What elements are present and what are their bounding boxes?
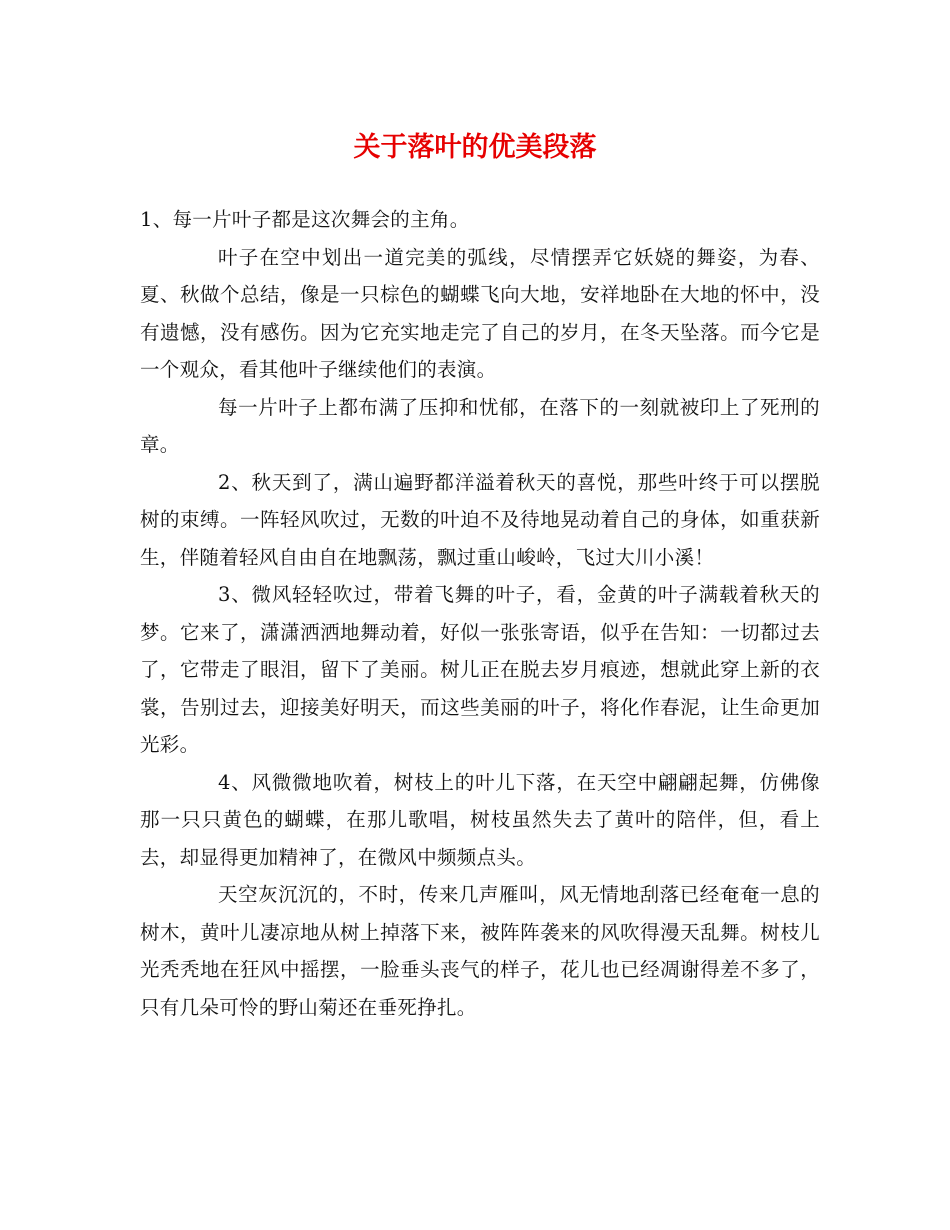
paragraph-6: 4、风微微地吹着，树枝上的叶儿下落，在天空中翩翩起舞，仿佛像那一只只黄色的蝴蝶，在那儿歌唱，树枝虽然失去了黄叶的陪伴，但，看上去，却显得更加精神了，在微风中频频点头。 [140,770,820,869]
paragraph-7: 天空灰沉沉的，不时，传来几声雁叫，风无情地刮落已经奄奄一息的树木，黄叶儿凄凉地从树上掉落下来，被阵阵袭来的风吹得漫天乱舞。树枝儿光秃秃地在狂风中摇摆，一脸垂头丧气的样子，花儿也已经凋谢得差不多了，只有几朵可怜的野山菊还在垂死挣扎。 [140,883,820,1019]
paragraph-5: 3、微风轻轻吹过，带着飞舞的叶子，看，金黄的叶子满载着秋天的梦。它来了，潇潇洒洒地舞动着，好似一张张寄语，似乎在告知：一切都过去了，它带走了眼泪，留下了美丽。树儿正在脱去岁月痕迹，想就此穿上新的衣裳，告别过去，迎接美好明天，而这些美丽的叶子，将化作春泥，让生命更加光彩。 [140,583,820,756]
paragraph-3: 每一片叶子上都布满了压抑和忧郁，在落下的一刻就被印上了死刑的章。 [140,395,820,456]
paragraph-4: 2、秋天到了，满山遍野都洋溢着秋天的喜悦，那些叶终于可以摆脱树的束缚。一阵轻风吹过，无数的叶迫不及待地晃动着自己的身体，如重获新生，伴随着轻风自由自在地飘荡，飘过重山峻岭，飞过大川小溪！ [140,470,820,569]
document-body [140,201,820,1026]
paragraph-1: 1、每一片叶子都是这次舞会的主角。 [140,208,470,231]
paragraph-2: 叶子在空中划出一道完美的弧线，尽情摆弄它妖娆的舞姿，为春、夏、秋做个总结，像是一只棕色的蝴蝶飞向大地，安祥地卧在大地的怀中，没有遗憾，没有感伤。因为它充实地走完了自己的岁月，在冬天坠落。而今它是一个观众，看其他叶子继续他们的表演。 [140,245,820,381]
document-title: 关于落叶的优美段落 [353,132,597,163]
